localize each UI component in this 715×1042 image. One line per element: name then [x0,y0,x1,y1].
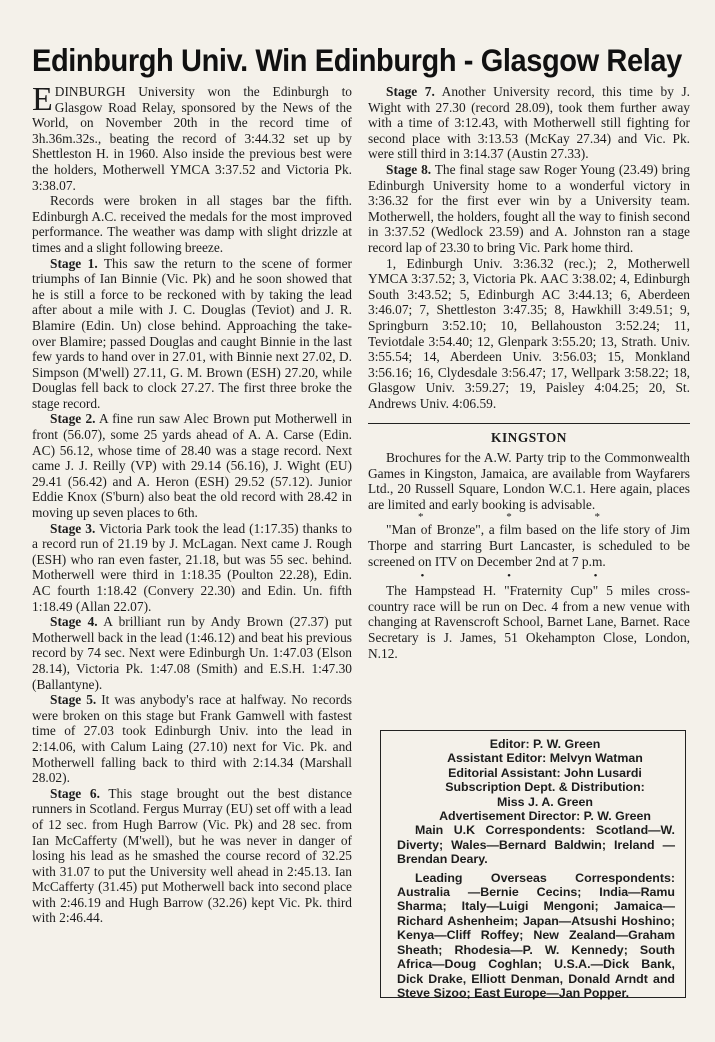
section-divider [368,423,690,424]
masthead-editorial-assistant: Editorial Assistant: John Lusardi [448,765,642,780]
separator-stars: * * * [418,511,640,524]
intro-paragraph [32,81,352,193]
stage-label: Stage 8. [386,161,432,177]
article-column-right [368,84,690,661]
article-column-left [32,81,353,926]
stage-paragraph [32,786,352,926]
paragraph-records: Records were broken in all stages bar the fifth. Edinburgh A.C. received the medals for the most improved performance. The weather was damp with slight drizzle at times and a slight following breeze. [32,193,352,255]
stage-label: Stage 6. [50,785,100,801]
masthead-advertisement: Advertisement Director: P. W. Green [439,809,651,824]
stage-label: Stage 5. [50,692,97,708]
masthead-subscription: Subscription Dept. & Distribution: [445,780,645,795]
kingston-heading: KINGSTON [491,430,567,446]
stage-paragraph [32,521,352,615]
separator-dots: • • • [420,570,638,583]
stage-text: Another University record, this time by J. Wight with 27.30 (record 28.09), took them further away with a time of 3:12.43, with Motherwell still fighting for second place with 3:13.53 (McKay 27.34) and Vic. Pk. were still third in 3:14.37 (Austin 27.33). [368,84,690,162]
masthead-assistant-editor: Assistant Editor: Melvyn Watman [447,751,643,766]
stage-label: Stage 7. [386,84,435,99]
stage-text: The final stage saw Roger Young (23.49) bring Edinburgh University home to a wonderful victory in 3:36.32 for the first ever win by a University team. Motherwell, the holders, fought all the way to finish second in 3:37.52 (Wedlock 23.59) and A. Johnston ran a stage record lap of 23.30 to bring Vic. Park home third. [368,161,691,255]
film-paragraph: "Man of Bronze", a film based on the life story of Jim Thorpe and starring Burt Lancaster, is scheduled to be screened on ITV on December 2nd at 7 p.m. [368,522,690,569]
stage-paragraph [32,256,352,412]
drop-cap: E [32,81,53,118]
stage-text: Victoria Park took the lead (1:17.35) thanks to a record run of 21.19 by J. McLagan. Next came J. Rough (ESH) who ran even faster, 21.18, but was 55 sec. behind. Motherwell were third in 1:18.35 (Poulton 22.28), Edin. AC fourth 1:18.42 (Convery 22.30) and Edin. Un. fifth 1:18.49 (Allan 22.07). [32,520,352,614]
stage-text: This saw the return to the scene of former triumphs of Ian Binnie (Vic. Pk) and he soon showed that he is still a force to be reckoned with by taking the lead after about a mile with J. C. Douglas (Teviot) and J. R. Blamire (Edin. Un) close behind. Approaching the take-over Blamire; passed Douglas and caught Binnie in the last few yards to hand over in 27.01, with Binnie next 27.02, D. Simpson (M'well) 27.11, G. M. Brown (ESH) 27.20, while Douglas fell back to clock 27.27. The first three broke the stage record. [32,255,352,411]
stage-paragraph [32,614,352,692]
masthead-overseas-correspondents: Leading Overseas Correspondents: Australia —Bernie Cecins; India—Ramu Sharma; Italy—Luigi Mengoni; Jamaica—Richard Ashenheim; Japan—Atsushi Hoshino; Kenya—Cliff Roffey; New Zealand—Graham Sheath; Rhodesia—P. W. Kennedy; South Africa—Doug Coghlan; U.S.A.—Dick Bank, Dick Drake, Elliott Denman, Donald Arndt and Steve Sizoo; East Europe—Jan Popper. [397,870,675,1000]
kingston-paragraph: Brochures for the A.W. Party trip to the Commonwealth Games in Kingston, Jamaica, are available from Wayfarers Ltd., 20 Russell Square, London W.C.1. Here again, places are limited and early booking is advisable. [368,450,690,512]
stage-text: It was anybody's race at halfway. No records were broken on this stage but Frank Gamwell with fastest time of 27.03 took Edinburgh Univ. into the lead in 2:14.06, with Calum Laing (27.10) next for Vic. Pk. and Motherwell falling back to third with 2:14.34 (Marshall 28.02). [32,692,352,786]
headline: Edinburgh Univ. Win Edinburgh - Glasgow Relay [32,44,682,79]
fraternity-cup-paragraph: The Hampstead H. "Fraternity Cup" 5 miles cross-country race will be run on Dec. 4 from a new venue with changing at Ravenscroft School, Barnet Lane, Barnet. Race Secretary is J. James, 51 Okehampton Close, London, N.12. [368,583,690,661]
results-paragraph: 1, Edinburgh Univ. 3:36.32 (rec.); 2, Motherwell YMCA 3:37.52; 3, Victoria Pk. AAC 3:38.02; 4, Edinburgh South 3:43.52; 5, Edinburgh AC 3:44.13; 6, Aberdeen 3:46.07; 7, Shettleston 3:47.35; 8, Hawkhill 3:49.51; 9, Springburn 3:52.10; 10, Bellahouston 3:52.24; 11, Teviotdale 3:54.40; 12, Glenpark 3:55.20; 13, Strath. Univ. 3:55.54; 14, Aberdeen Univ. 3:56.03; 15, Monkland 3:56.16; 16, Clydesdale 3:56.47; 17, Wellpark 3:58.22; 18, Glasgow Univ. 3:59.27; 19, Paisley 4:04.25; 20, St. Andrews Univ. 4:06.59. [368,255,690,411]
stage-label: Stage 4. [50,614,98,630]
masthead-subscription-name: Miss J. A. Green [497,794,593,809]
stage-text: A fine run saw Alec Brown put Motherwell in front (56.07), some 25 yards ahead of A. A. Carse (Edin. AC) 56.12, whose time of 28.40 was a stage record. Next came J. J. Reilly (VP) with 29.14 (56.16), J. Wight (EU) 29.41 (56.42) and A. Heron (ESH) 29.52 (57.12). Junior Eddie Knox (S'burn) also beat the old record with 28.42 in moving up seven places to 6th. [32,411,353,521]
stage-paragraph [368,162,690,256]
stage-paragraph [368,84,690,162]
masthead-editor: Editor: P. W. Green [489,737,601,751]
stage-text: This stage brought out the best distance runners in Scotland. Fergus Murray (EU) set off with a lead of 12 sec. from Hugh Barrow (Vic. Pk) and 28 sec. from Ian McCafferty (M'well), but he was never in danger of losing his lead as he smashed the course record of 32.25 with 31.07 to put the University well ahead in 2:45.13. Ian McCafferty (31.45) put Motherwell back into second place with 2:46.19 and Hugh Barrow (32.26) kept Vic. Pk. third with 2:46.44. [32,785,352,926]
stage-paragraph [32,692,352,786]
stage-label: Stage 2. [50,411,96,427]
intro-text: DINBURGH University won the Edinburgh to Glasgow Road Relay, sponsored by the News of the World, on November 20th in the record time of 3h.36m.32s., beating the record of 3:44.32 set up by Shettleston H. in 1960. Also inside the previous best were the holders, Motherwell YMCA 3:37.52 and Victoria Pk. 3:38.07. [32,84,352,193]
masthead-box [380,730,686,998]
masthead-uk-correspondents: Main U.K Correspondents: Scotland—W. Diverty; Wales—Bernard Baldwin; Ireland —Brendan Deary. [397,823,675,867]
stage-paragraph [32,411,352,520]
stage-text: A brilliant run by Andy Brown (27.37) put Motherwell back in the lead (1:46.12) and beat his previous record by 74 sec. Next were Edinburgh Un. 1:47.03 (Elson 28.14), Victoria Pk. 1:47.08 (Smith) and E.S.H. 1:47.30 (Ballantyne). [32,614,352,692]
stage-label: Stage 3. [50,520,96,536]
stage-label: Stage 1. [50,255,98,271]
